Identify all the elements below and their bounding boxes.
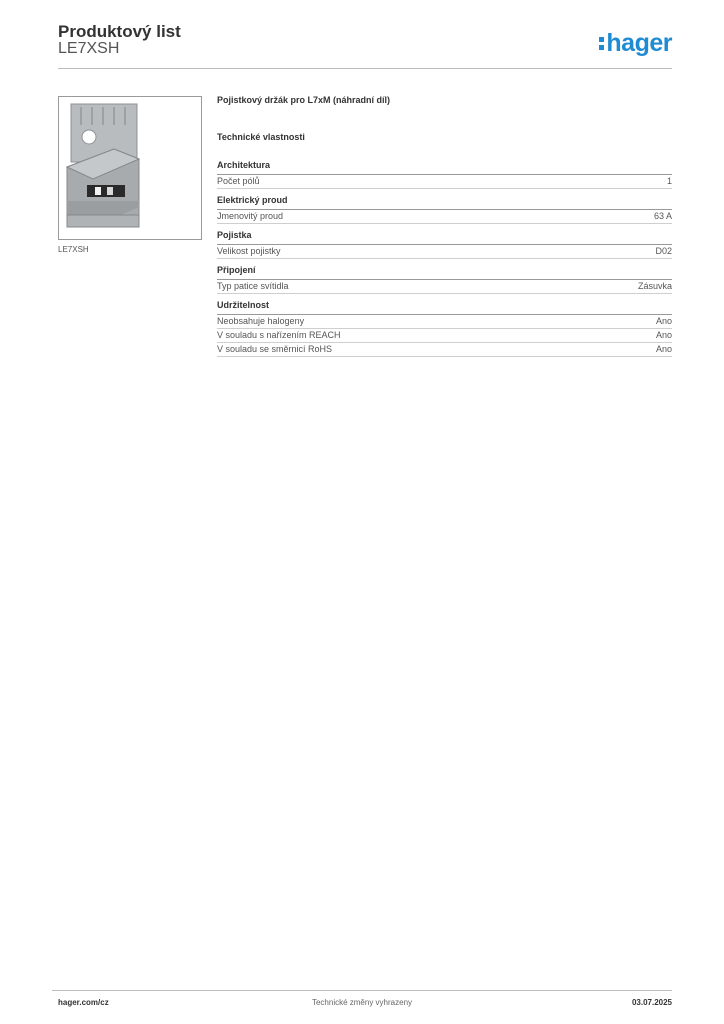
spec-row: [217, 210, 672, 224]
spec-group-title: Pojistka: [217, 230, 672, 245]
product-image-caption: LE7XSH: [58, 245, 89, 254]
spec-value: Ano: [655, 344, 672, 354]
footer-divider: [52, 990, 672, 991]
spec-row: [217, 280, 672, 294]
product-name: Pojistkový držák pro L7xM (náhradní díl): [217, 95, 391, 105]
footer-date: 03.07.2025: [631, 998, 672, 1007]
spec-label: Velikost pojistky: [217, 246, 281, 256]
spec-label: V souladu s nařízením REACH: [217, 330, 341, 340]
spec-label: Neobsahuje halogeny: [217, 316, 305, 326]
spec-label: Typ patice svítidla: [217, 281, 289, 291]
spec-value: D02: [655, 246, 672, 256]
spec-group-architektura: [217, 160, 672, 189]
spec-value: Ano: [655, 316, 672, 326]
spec-value: 1: [666, 176, 672, 186]
spec-group-title: Udržitelnost: [217, 300, 672, 315]
header-divider: [58, 68, 672, 69]
specs-heading: Technické vlastnosti: [217, 132, 305, 142]
document-title: Produktový list: [58, 22, 181, 41]
spec-label: Počet pólů: [217, 176, 260, 186]
spec-label: V souladu se směrnicí RoHS: [217, 344, 333, 354]
logo-text: hager: [606, 28, 672, 57]
spec-row: [217, 329, 672, 343]
spec-value: Zásuvka: [637, 281, 672, 291]
specs-section: [217, 95, 672, 363]
spec-value: 63 A: [653, 211, 672, 221]
spec-group-title: Připojení: [217, 265, 672, 280]
spec-group-title: Architektura: [217, 160, 672, 175]
footer-note: Technické změny vyhrazeny: [311, 998, 413, 1007]
spec-row: [217, 343, 672, 357]
logo-dots-icon: [599, 37, 604, 50]
product-code: LE7XSH: [58, 40, 120, 57]
footer-website-link[interactable]: hager.com/cz: [58, 998, 109, 1007]
fuse-holder-product-image: [59, 97, 201, 239]
page-header: [58, 20, 672, 70]
spec-value: Ano: [655, 330, 672, 340]
spec-row: [217, 175, 672, 189]
spec-group-pojistka: [217, 230, 672, 259]
spec-row: [217, 315, 672, 329]
spec-group-elektricky-proud: [217, 195, 672, 224]
hager-logo: [599, 28, 672, 58]
spec-group-udrzitelnost: [217, 300, 672, 357]
spec-label: Jmenovitý proud: [217, 211, 284, 221]
spec-row: [217, 245, 672, 259]
product-image-frame: [58, 96, 202, 240]
spec-group-pripojeni: [217, 265, 672, 294]
spec-group-title: Elektrický proud: [217, 195, 672, 210]
